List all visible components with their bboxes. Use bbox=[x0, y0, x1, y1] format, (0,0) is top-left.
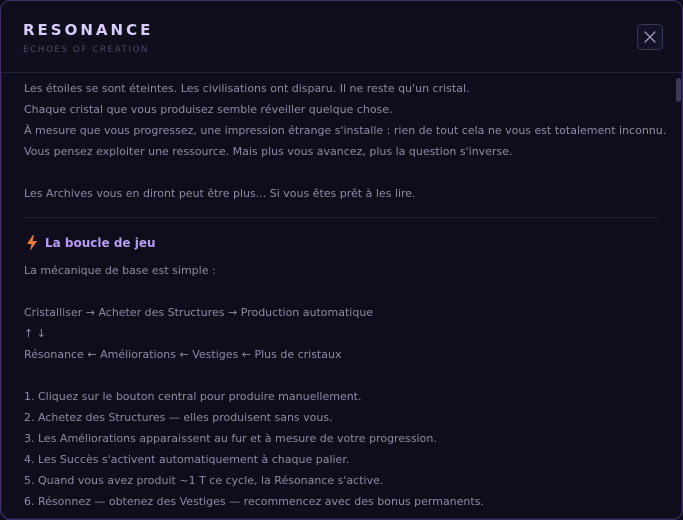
section-title: La boucle de jeu bbox=[45, 236, 156, 250]
scrollbar-thumb[interactable] bbox=[676, 78, 681, 102]
step-item: 1. Cliquez sur le bouton central pour produire manuellement. bbox=[24, 390, 362, 403]
section-divider bbox=[24, 217, 658, 218]
loop-arrows: ↑ ↓ bbox=[24, 327, 46, 340]
loop-line: Résonance ← Améliorations ← Vestiges ← Plus de cristaux bbox=[24, 348, 342, 361]
archives-line: Les Archives vous en diront peut être plus... Si vous êtes prêt à les lire. bbox=[24, 187, 416, 200]
modal-header bbox=[1, 1, 682, 73]
step-item: 2. Achetez des Structures — elles produisent sans vous. bbox=[24, 411, 333, 424]
loop-line: Cristalliser → Acheter des Structures → Production automatique bbox=[24, 306, 374, 319]
close-icon bbox=[644, 31, 656, 43]
step-item: 6. Résonnez — obtenez des Vestiges — recommencez avec des bonus permanents. bbox=[24, 495, 484, 508]
intro-line: Vous pensez exploiter une ressource. Mais plus vous avancez, plus la question s'inverse. bbox=[24, 145, 513, 158]
intro-line: Chaque cristal que vous produisez semble réveiller quelque chose. bbox=[24, 103, 393, 116]
step-item: 3. Les Améliorations apparaissent au fur et à mesure de votre progression. bbox=[24, 432, 437, 445]
intro-line: À mesure que vous progressez, une impression étrange s'installe : rien de tout cela ne vous est totalement inconnu. bbox=[24, 124, 667, 137]
intro-line: Les étoiles se sont éteintes. Les civilisations ont disparu. Il ne reste qu'un cristal. bbox=[24, 82, 470, 95]
section-intro: La mécanique de base est simple : bbox=[24, 264, 216, 277]
step-item: 4. Les Succès s'activent automatiquement à chaque palier. bbox=[24, 453, 350, 466]
step-item: 5. Quand vous avez produit ~1 T ce cycle, la Résonance s'active. bbox=[24, 474, 384, 487]
lightning-bolt-icon bbox=[26, 235, 38, 251]
close-button[interactable] bbox=[637, 24, 663, 50]
modal-title: RESONANCE bbox=[23, 21, 154, 39]
modal-subtitle: ECHOES OF CREATION bbox=[23, 45, 150, 55]
